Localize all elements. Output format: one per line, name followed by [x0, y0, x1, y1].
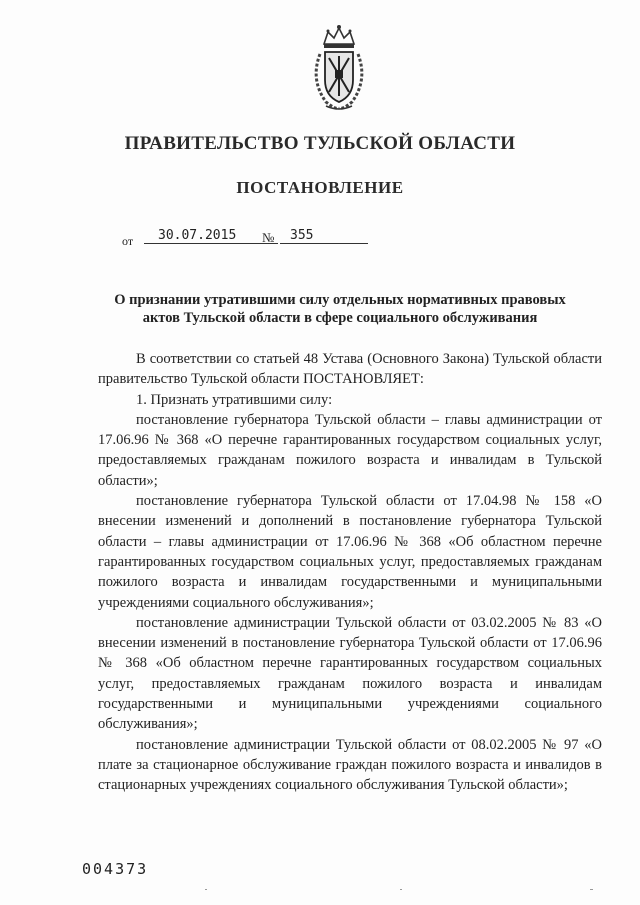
paragraph-repealed-act-4: постановление администрации Тульской области от 08.02.2005 № 97 «О плате за стационарное обслуживание граждан пожилого возраста и инвалидов в стационарных учреждениях социального обслуживания Тульской области»; [98, 736, 602, 794]
document-title-line-1: О признании утратившими силу отдельных нормативных правовых [114, 292, 566, 308]
paragraph-repealed-act-2: постановление губернатора Тульской области от 17.04.98 № 158 «О внесении изменений и дополнений в постановление губернатора Тульской области – главы администрации от 17.06.96 № 368 «Об областном перечне гарантированных государством социальных услуг, предоставляемых гражданам пожилого возраста и инвалидам государственными и муниципальными учреждениями социального обслуживания»; [98, 493, 602, 611]
paragraph-repealed-act-1: постановление губернатора Тульской области – главы администрации от 17.06.96 № 368 «О перечне гарантированных государством социальных услуг, предоставляемых гражданам пожилого возраста и инвалидам в Тульской области»; [98, 411, 602, 489]
document-number: 355 [280, 228, 368, 244]
document-type: ПОСТАНОВЛЕНИЕ [236, 178, 404, 197]
document-date: 30.07.2015 [144, 228, 278, 244]
serial-code: 004373 [82, 860, 149, 878]
scan-speck [590, 889, 593, 890]
document-body [98, 349, 602, 796]
paragraph-clause-1: 1. Признать утратившими силу: [136, 391, 333, 408]
government-name: ПРАВИТЕЛЬСТВО ТУЛЬСКОЙ ОБЛАСТИ [124, 133, 516, 154]
from-label: от [122, 234, 134, 248]
tula-coat-of-arms-icon [306, 22, 372, 112]
scan-speck [400, 889, 402, 890]
paragraph-repealed-act-3: постановление администрации Тульской области от 03.02.2005 № 83 «О внесении изменений в постановление губернатора Тульской области от 17.06.96 № 368 «Об областном перечне гарантированных государством социальных услуг, предоставляемых гражданам пожилого возраста и инвалидам государственными и муниципальными учреждениями социального обслуживания»; [98, 614, 602, 733]
document-title-line-2: актов Тульской области в сфере социального обслуживания [142, 310, 538, 326]
paragraph-preamble: В соответствии со статьей 48 Устава (Основного Закона) Тульской области правительство Тульской области ПОСТАНОВЛЯЕТ: [98, 351, 602, 388]
scan-speck [205, 889, 207, 890]
number-label: № [262, 230, 275, 245]
document-title [100, 291, 580, 327]
